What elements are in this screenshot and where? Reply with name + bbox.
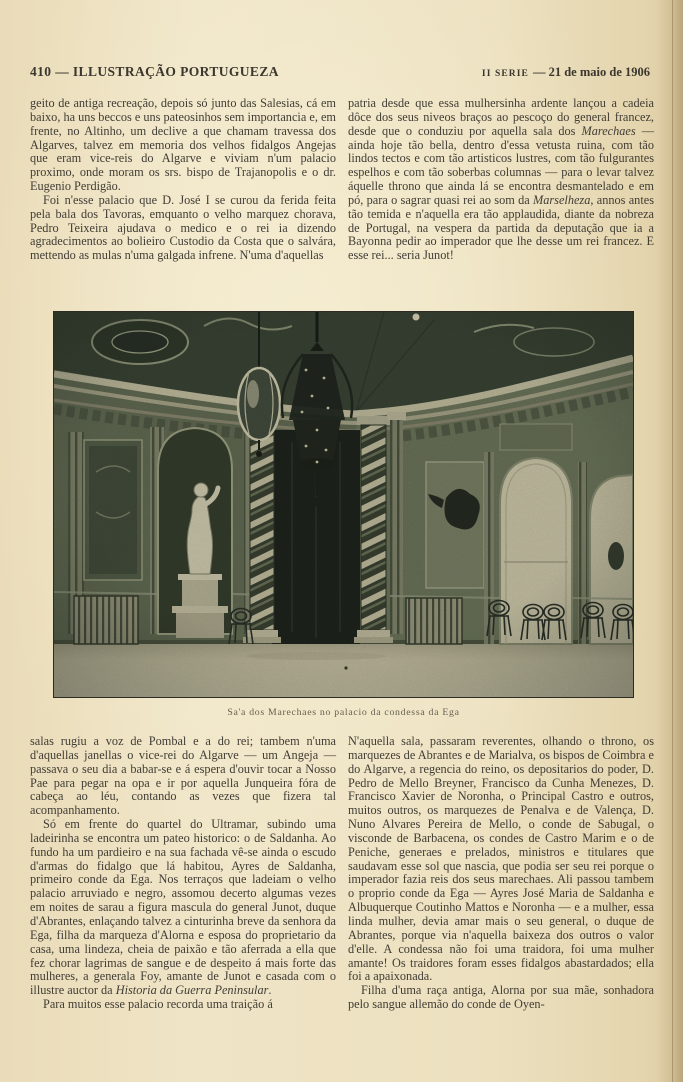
page-number-and-title: 410 — ILLUSTRAÇÃO PORTUGUEZA bbox=[30, 64, 279, 79]
paragraph: salas rugiu a voz de Pombal e a do rei; tambem n'uma d'aquellas janellas o vice-rei do Algarve — um Angeja — passava o seu dia a babar-se e á espera d'ouvir tocar a Nosso Pae para pegar na opa e ir por aquella Junqueira fóra de cabeça ao léu, contando as vezes que fizera tal acompanhamento. bbox=[30, 734, 336, 818]
top-left-column bbox=[30, 97, 336, 263]
paragraph: Para muitos esse palacio recorda uma traição á bbox=[43, 997, 273, 1012]
issue-info bbox=[482, 63, 650, 81]
paragraph: Filha d'uma raça antiga, Alorna por sua mãe, sonhadora pelo sangue allemão do conde de Oyen- bbox=[348, 983, 654, 1012]
paragraph: Foi n'esse palacio que D. José I se curou da ferida feita pela bala dos Tavoras, emquanto o velho marquez chorava, Pedro Teixeira ajudava o medico e o rei ia dizendo agradecimentos ao bolieiro Custodio da Costa que o salvára, mettendo as mulas n'uma galgada infrene. N'uma d'aquellas bbox=[30, 192, 336, 263]
paragraph: N'aquella sala, passaram reverentes, olhando o throno, os marquezes de Abrantes e de Marialva, os bispos de Coimbra e do Algarve, a regencia do reino, os depositarios do poder, D. Pedro de Mello Breyner, Francisco da Cunha Menezes, D. Francisco Xavier de Noronha, o Principal Castro e outros, muitos outros, os marquezes de Penalva e de Valença, D. Nuno Alvares Pereira de Mello, o conde de Sabugal, o visconde de Barbacena, os condes de Castro Marim e o de Peniche, generaes e prelados, ministros e titulares que saudavam esse sol que nascia, que podia ser seu rei porque o imperador fazia reis dos seus marechaes. Ali passou tambem o proprio conde da Ega — Ayres José Maria de Saldanha e Albuquerque Coutinho Mattos e Noronha — e a mulher, essa linda mulher, devia amar mais o seu general, o duque de Abrantes, porque via n'aquella baixeza dos outros o valor d'elle. A condessa não foi uma traidora, foi uma mulher amante! Os traidores foram esses fidalgos abastardados; ella foi a apaixonada. bbox=[348, 734, 654, 984]
page-edge-line bbox=[672, 0, 673, 1082]
paragraph: patria desde que essa mulhersinha ardente lançou a cadeia dôce dos seus niveos braços ao pescoço do general francez, desde que o conduziu por aquella sala dos Marechaes — ainda hoje tão bella, dentro d'essa vetusta ruina, com tão lindos tectos e com tão artisticos lustres, com tão fulgurantes espelhos e com tão soberbas columnas — para o levar talvez áquelle throno que ainda lá se encontra desmantelado e em pó, para o sagrar quasi rei ao som da Marselheza, annos antes tão temida e n'aquella era tão applaudida, diante da nobreza de Portugal, na vespera da partida da deputação que ia a Bayonna pedir ao imperador que lhe desse um rei francez. E esse rei... seria Junot! bbox=[348, 96, 655, 263]
hall-photograph bbox=[53, 311, 634, 719]
page-edge-shadow bbox=[657, 0, 683, 1082]
bottom-right-column bbox=[348, 735, 654, 1012]
paragraph: geito de antiga recreação, depois só junto das Salesias, cá em baixo, ha uns beccos e uns pateosinhos sem importancia e, em frente, no Altinho, um declive a que chamam travessa dos Algarves, talvez em memoria dos velhos fidalgos Angejas que eram vice-reis do Algarve e viviam n'um palacio proximo, onde moram os srs. bispo de Trajanopolis e o dr. Eugenio Perdigão. bbox=[30, 96, 336, 194]
italic-title: Historia da Guerra Peninsular bbox=[115, 983, 269, 998]
bottom-text-block bbox=[30, 735, 654, 1012]
italic-title: Marechaes bbox=[581, 123, 636, 138]
photo-caption: Sa'a dos Marechaes no palacio da condessa da Ega bbox=[227, 707, 460, 718]
page-header bbox=[30, 63, 650, 81]
photo-frame bbox=[53, 311, 634, 698]
paragraph: Só em frente do quartel do Ultramar, subindo uma ladeirinha se encontra um pateo historico: o de Saldanha. Ao fundo ha um pardieiro e na sua fachada vê-se ainda o escudo d'armas do fidalgo que lá habitou, Ayres de Saldanha, primeiro conde da Ega. Nos terraços que ladeiam o velho palacio arruviado e negro, assomou decerto algumas vezes em noites de sarau a figura mascula do general Junot, duque d'Abrantes, enlaçando talvez a cinturinha breve da senhora da Ega, filha da marqueza d'Alorna e esposa do proprietario da casa, uma lindeza, cheia de paixão e tão aferrada a ella que fez chorar lagrimas de sangue e de despeito á mais forte das mulheres, a generala Foy, amante de Junot e casada com o illustre auctor da Historia da Guerra Peninsular. bbox=[30, 817, 336, 998]
top-right-column bbox=[348, 97, 654, 263]
hall-photo-illustration bbox=[54, 312, 633, 697]
series-label: II SERIE bbox=[481, 69, 529, 79]
bottom-left-column bbox=[30, 735, 336, 1012]
issue-date: — 21 de maio de 1906 bbox=[532, 65, 650, 79]
top-text-block bbox=[30, 97, 654, 263]
italic-title: Marselheza bbox=[532, 192, 591, 207]
